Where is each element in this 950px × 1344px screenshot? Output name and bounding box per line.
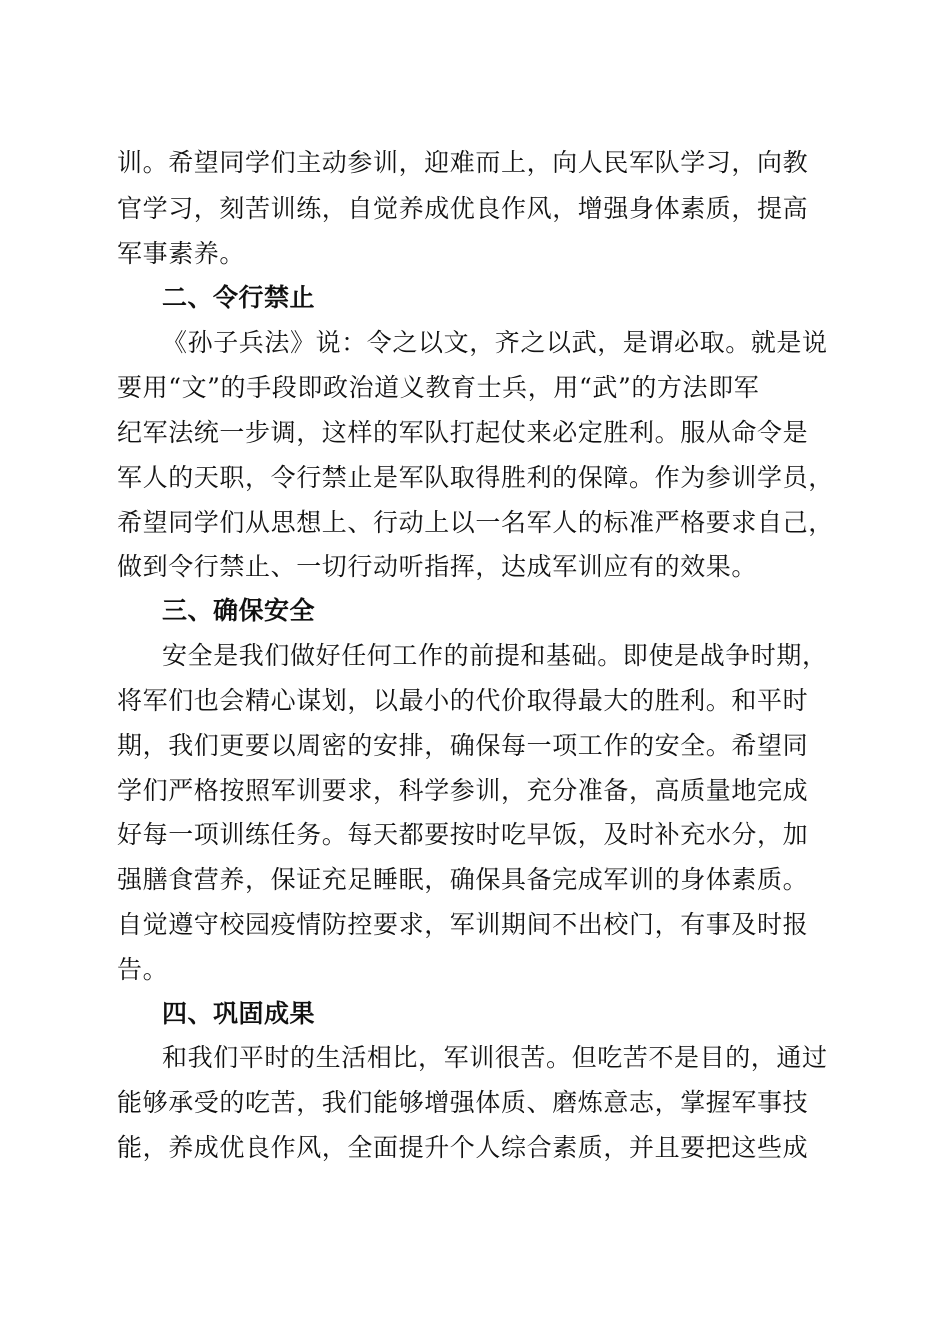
paragraph-line: 和我们平时的生活相比，军训很苦。但吃苦不是目的，通过 [162, 1043, 828, 1072]
paragraph-line: 纪军法统一步调，这样的军队打起仗来必定胜利。服从命令是 [117, 418, 809, 447]
section-heading: 四、巩固成果 [162, 999, 316, 1028]
paragraph-line: 将军们也会精心谋划，以最小的代价取得最大的胜利。和平时 [117, 686, 809, 715]
paragraph-line: 强膳食营养，保证充足睡眠，确保具备完成军训的身体素质。 [117, 865, 809, 894]
paragraph-line: 学们严格按照军训要求，科学参训，充分准备，高质量地完成 [117, 776, 809, 805]
paragraph-line: 官学习，刻苦训练，自觉养成优良作风，增强身体素质，提高 [117, 194, 809, 223]
paragraph-line: 要用“文”的手段即政治道义教育士兵，用“武”的方法即军 [117, 373, 760, 402]
paragraph-line: 希望同学们从思想上、行动上以一名军人的标准严格要求自己， [117, 508, 834, 537]
paragraph-line: 《孙子兵法》说：令之以文，齐之以武，是谓必取。就是说 [162, 328, 828, 357]
paragraph-line: 期，我们更要以周密的安排，确保每一项工作的安全。希望同 [117, 731, 809, 760]
paragraph-line: 能够承受的吃苦，我们能够增强体质、磨炼意志，掌握军事技 [117, 1088, 809, 1117]
paragraph-line: 好每一项训练任务。每天都要按时吃早饭，及时补充水分，加 [117, 820, 809, 849]
paragraph-line: 告。 [117, 955, 169, 984]
paragraph-line: 自觉遵守校园疫情防控要求，军训期间不出校门，有事及时报 [117, 910, 809, 939]
paragraph-line: 做到令行禁止、一切行动听指挥，达成军训应有的效果。 [117, 552, 758, 581]
paragraph-line: 军事素养。 [117, 239, 246, 268]
paragraph-line: 能，养成优良作风，全面提升个人综合素质，并且要把这些成 [117, 1133, 809, 1162]
paragraph-line: 训。希望同学们主动参训，迎难而上，向人民军队学习，向教 [117, 148, 809, 177]
section-heading: 三、确保安全 [162, 596, 316, 625]
section-heading: 二、令行禁止 [162, 283, 316, 312]
paragraph-line: 军人的天职，令行禁止是军队取得胜利的保障。作为参训学员， [117, 463, 834, 492]
paragraph-line: 安全是我们做好任何工作的前提和基础。即使是战争时期， [162, 641, 828, 670]
